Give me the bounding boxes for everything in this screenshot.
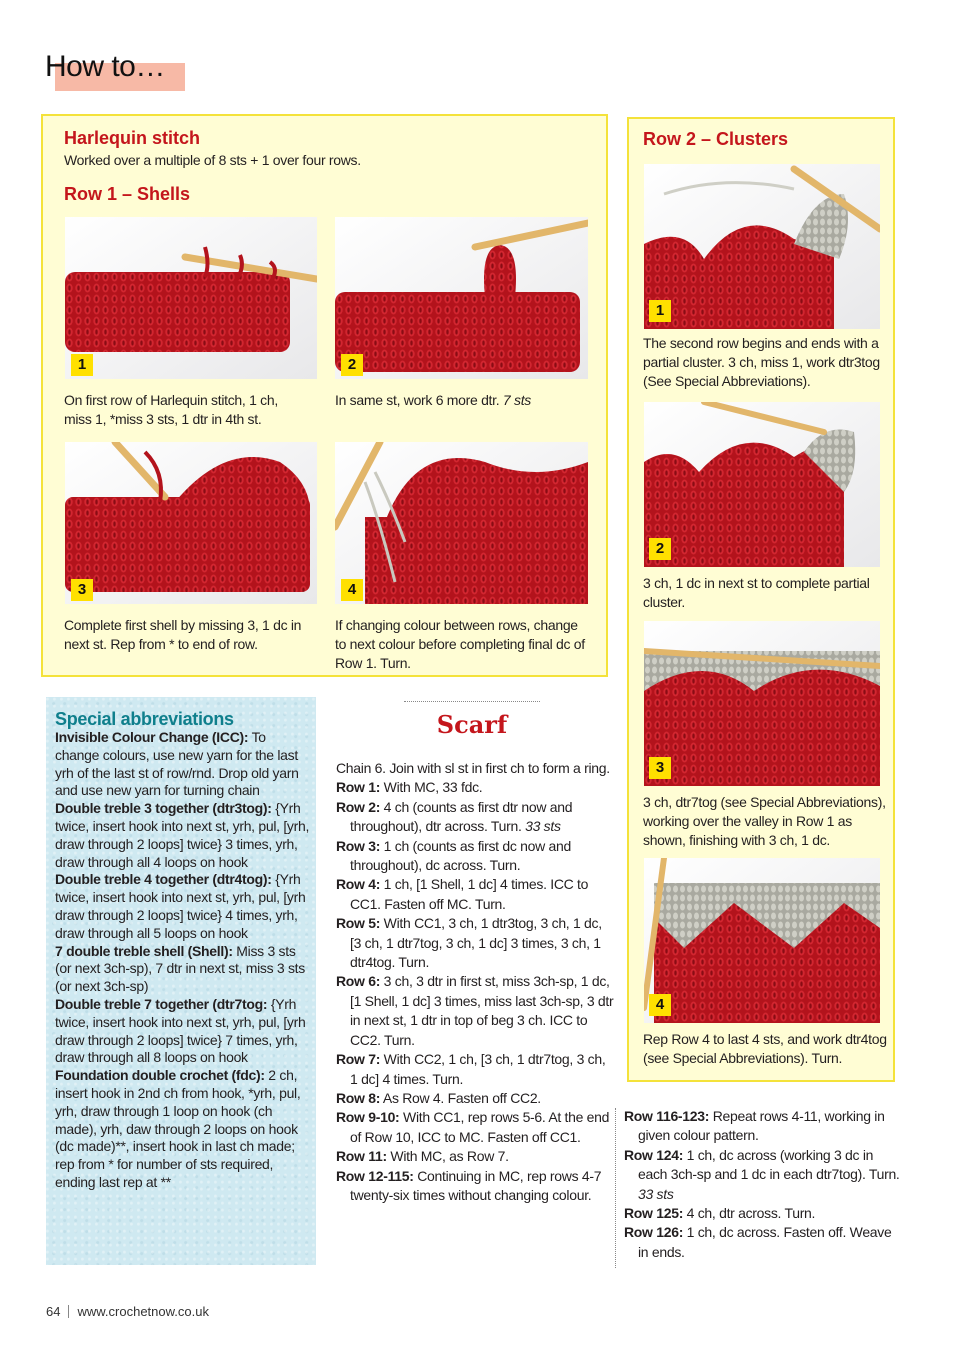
abbreviation-item [55,996,313,1067]
abbreviation-item [55,943,313,996]
row-label: Row 126: [624,1224,684,1241]
abbreviation-definition: Miss 3 sts (or next 3ch-sp), 7 dtr in next st, miss 3 sts (or next 3ch-sp) [55,942,305,995]
step-3-photo [65,442,317,604]
row-text: 1 ch, dc across. Fasten off. Weave in ends. [638,1224,892,1260]
row-label: Row 6: [336,973,381,990]
row-label: Row 12-115: [336,1167,414,1184]
step-number-badge: 4 [649,994,671,1016]
row-text: With CC1, 3 ch, 1 dtr3tog, 3 ch, 1 dc, [3 ch, 1 dtr7tog, 3 ch, 1 dc] 3 times, 3 ch, 1 dtr4tog. Turn. [350,915,602,971]
row-label: Row 8: [336,1089,381,1106]
column-divider [615,1108,616,1268]
abbreviation-definition: 2 ch, insert hook in 2nd ch from hook, *yrh, pul, yrh, draw through 1 loop on hook (ch made), yrh, daw through 2 loops on hook (dc made)**, insert hook in last ch made; rep from * for number of sts required, ending last rep at ** [55,1067,301,1190]
cluster-step-4-caption: Rep Row 4 to last 4 sts, and work dtr4tog (see Special Abbreviations). Turn. [643,1031,887,1066]
row-text: 4 ch (counts as first dtr now and throughout), dtr across. Turn. [350,798,573,835]
pattern-row [624,1146,904,1204]
row-label: Row 3: [336,837,381,854]
step-number-badge: 2 [341,354,363,376]
pattern-row [336,1050,616,1089]
step-1-photo [65,217,317,379]
row-text: With MC, as Row 7. [386,1148,509,1165]
step-number-badge: 4 [341,579,363,601]
row-label: Row 124: [624,1146,684,1163]
pattern-row [336,1167,616,1206]
row-label: Row 11: [336,1148,387,1165]
cluster-step-2-photo [644,402,880,567]
abbreviation-definition: To change colours, use new yarn for the last yrh of the last st of row/rnd. Drop old yarn and use new yarn for turning chain [55,729,299,799]
page-number: 64 [46,1304,61,1319]
row-label: Row 9-10: [336,1109,400,1126]
pattern-row [336,1089,616,1108]
abbreviation-item [55,1067,313,1192]
step-2-caption [335,391,580,410]
pattern-row [624,1107,904,1146]
step-4-caption: If changing colour between rows, change to next colour before completing final dc of Row 1. Turn. [335,617,585,671]
row1-heading: Row 1 – Shells [64,184,191,204]
abbreviation-definition: {Yrh twice, insert hook into next st, yrh, pul, [yrh, draw through 2 loops] twice} 3 times, yrh, draw through all 4 loops on hook [55,800,310,870]
cluster-step-1-caption: The second row begins and ends with a partial cluster. 3 ch, miss 1, work dtr3tog (See Special Abbreviations). [643,335,880,389]
cluster-step-2-caption: 3 ch, 1 dc in next st to complete partial cluster. [643,575,870,610]
step-number-badge: 3 [649,757,671,779]
step-3-caption: Complete first shell by missing 3, 1 dc in next st. Rep from * to end of row. [64,617,302,652]
page-title: How to… [45,50,165,83]
step-1-caption: On first row of Harlequin stitch, 1 ch, miss 1, *miss 3 sts, 1 dtr in 4th st. [64,392,278,427]
footer-separator [68,1305,69,1318]
row-label: Row 125: [624,1205,684,1222]
step-2-photo [335,217,588,379]
row-label: Row 7: [336,1051,381,1068]
step-number-badge: 2 [649,538,671,560]
clusters-box [627,117,895,1082]
cluster-step-3-photo [644,621,880,786]
caption-text: In same st, work 6 more dtr. [335,392,500,408]
cluster-step-3-caption: 3 ch, dtr7tog (see Special Abbreviations), working over the valley in Row 1 as shown, finishing with 3 ch, 1 dc. [643,794,886,848]
step-4-photo [335,442,588,604]
pattern-row [336,1147,616,1166]
harlequin-heading: Harlequin stitch [64,128,201,148]
row-text: With CC1, rep rows 5-6. At the end of Row 10, ICC to MC. Fasten off CC1. [350,1109,610,1145]
row-text: 1 ch, dc across (working 3 dc in each 3ch-sp and 1 dc in each dtr7tog). Turn. [638,1146,900,1183]
abbreviation-item [55,800,313,871]
row-text: With MC, 33 fdc. [380,779,483,796]
harlequin-intro: Worked over a multiple of 8 sts + 1 over four rows. [64,152,361,168]
cluster-step-4-photo [644,858,880,1023]
row-text: With CC2, 1 ch, [3 ch, 1 dtr7tog, 3 ch, 1 dc] 4 times. Turn. [350,1051,606,1087]
abbreviation-term: Double treble 7 together (dtr7tog: [55,995,268,1012]
row-label: Row 116-123: [624,1108,710,1124]
pattern-row [336,837,616,876]
pattern-row [336,798,616,837]
pattern-row [624,1204,904,1223]
page-footer [46,1304,209,1319]
cluster-step-1-photo [644,164,880,329]
pattern-row [336,972,616,1050]
clusters-heading: Row 2 – Clusters [643,129,789,149]
pattern-row [336,778,616,797]
abbreviation-term: Invisible Colour Change (ICC): [55,729,249,745]
abbreviation-term: Double treble 3 together (dtr3tog): [55,800,272,817]
scarf-instructions-continued [624,1107,904,1262]
row-text: 4 ch, dtr across. Turn. [683,1205,816,1222]
abbreviation-item [55,871,313,942]
abbreviation-term: 7 double treble shell (Shell): [55,942,233,959]
step-number-badge: 1 [71,354,93,376]
scarf-title: Scarf [436,710,508,739]
pattern-row [336,875,616,914]
row-label: Row 5: [336,915,381,932]
abbreviation-item [55,729,313,800]
pattern-row [336,914,616,972]
abbreviations-title: Special abbreviations [55,709,234,729]
row-text: 3 ch, 3 dtr in first st, miss 3ch-sp, 1 dc, [1 Shell, 1 dc] 3 times, miss last 3ch-sp, 3 dtr in next st, 1 dtr in top of beg 3 ch. ICC to CC2. Turn. [350,973,614,1048]
caption-italic: 7 sts [502,392,531,408]
harlequin-stitch-box [41,114,608,677]
step-number-badge: 1 [649,300,671,322]
row-label: Row 2: [336,798,381,815]
row-label: Row 4: [336,876,381,893]
section-divider [404,701,540,702]
website-link[interactable]: www.crochetnow.co.uk [77,1304,209,1319]
row-text: 1 ch (counts as first dc now and throughout), dc across. Turn. [350,837,571,874]
row-stitch-count: 33 sts [638,1185,674,1202]
row-text: Continuing in MC, rep rows 4-7 twenty-six times without changing colour. [350,1167,602,1203]
row-text: As Row 4. Fasten off CC2. [380,1089,541,1106]
scarf-instructions [336,759,616,1205]
row-text: 1 ch, [1 Shell, 1 dc] 4 times. ICC to CC1. Fasten off MC. Turn. [350,876,589,912]
pattern-row [336,1108,616,1147]
abbreviation-definition: {Yrh twice, insert hook into next st, yrh, pul, [yrh draw through 2 loops] twice} 7 times, yrh, draw through all 8 loops on hook [55,995,306,1066]
abbreviation-term: Double treble 4 together (dtr4tog): [55,871,272,888]
step-number-badge: 3 [71,579,93,601]
row-text: Repeat rows 4-11, working in given colour pattern. [638,1108,885,1144]
row-stitch-count: 33 sts [525,818,561,835]
abbreviation-definition: {Yrh twice, insert hook into next st, yrh, pul, [yrh draw through 2 loops] twice} 4 times, yrh, draw through all 5 loops on hook [55,871,306,941]
abbreviation-term: Foundation double crochet (fdc): [55,1067,265,1084]
pattern-row [624,1223,904,1262]
row-label: Row 1: [336,779,381,796]
special-abbreviations-panel [46,697,316,1265]
scarf-intro: Chain 6. Join with sl st in first ch to form a ring. [336,760,610,776]
